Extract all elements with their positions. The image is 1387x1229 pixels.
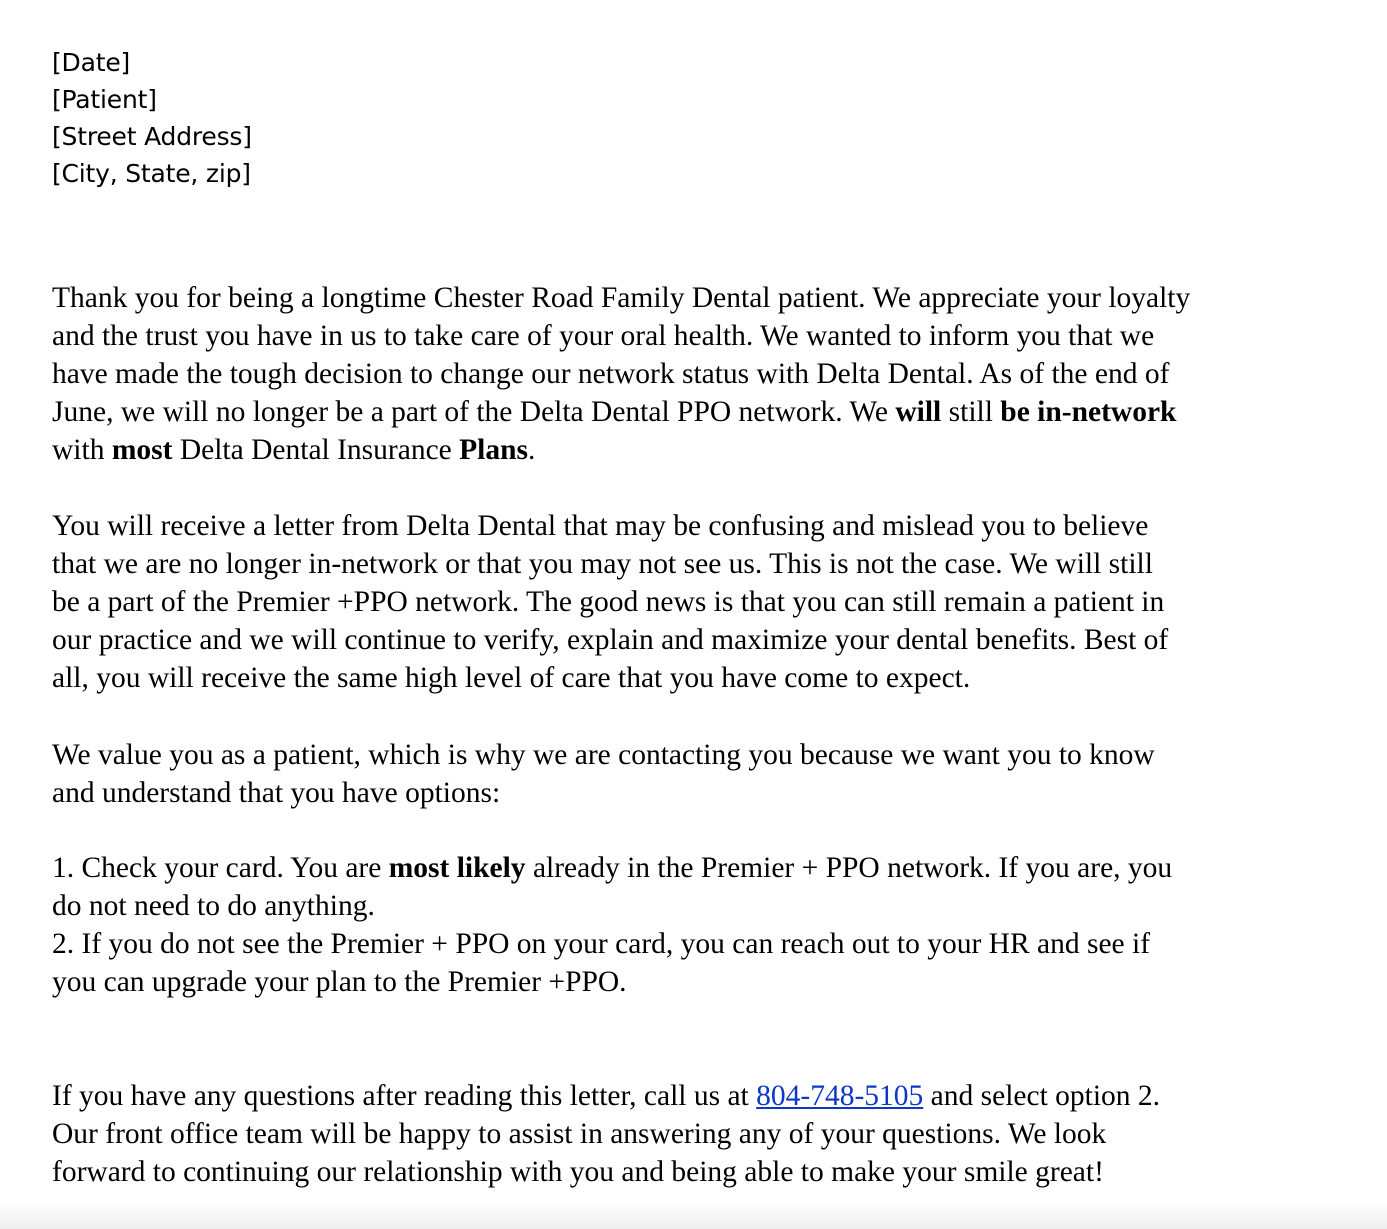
list-line: you can upgrade your plan to the Premier +PPO.	[52, 966, 627, 998]
text-segment: .	[528, 434, 536, 466]
street-address-placeholder: [Street Address]	[52, 122, 252, 151]
paragraph-line	[52, 431, 1352, 469]
list-item-contact-hr	[52, 925, 1352, 1001]
paragraph-delta-letter	[52, 507, 1352, 697]
text-segment: with	[52, 434, 112, 466]
paragraph-line: that we are no longer in-network or that you may not see us. This is not the case. We will still	[52, 548, 1153, 580]
paragraph-line: We value you as a patient, which is why we are contacting you because we want you to know	[52, 739, 1155, 771]
paragraph-line: Our front office team will be happy to assist in answering any of your questions. We look	[52, 1118, 1107, 1150]
paragraph-line: our practice and we will continue to verify, explain and maximize your dental benefits. Best of	[52, 624, 1169, 656]
paragraph-line: all, you will receive the same high level of care that you have come to expect.	[52, 662, 971, 694]
paragraph-line: be a part of the Premier +PPO network. The good news is that you can still remain a patient in	[52, 586, 1165, 618]
text-segment: and select option 2.	[923, 1080, 1161, 1112]
paragraph-line	[52, 1077, 1352, 1115]
paragraph-line: have made the tough decision to change our network status with Delta Dental. As of the end of	[52, 358, 1170, 390]
paragraph-line: Thank you for being a longtime Chester Road Family Dental patient. We appreciate your loyalty	[52, 282, 1191, 314]
paragraph-contact	[52, 1077, 1352, 1191]
address-block	[52, 44, 252, 192]
bold-will: will	[895, 396, 942, 428]
paragraph-line: You will receive a letter from Delta Dental that may be confusing and mislead you to believe	[52, 510, 1149, 542]
page-bottom-edge	[0, 1201, 1387, 1229]
city-state-zip-placeholder: [City, State, zip]	[52, 159, 251, 188]
paragraph-line: and the trust you have in us to take care of your oral health. We wanted to inform you that we	[52, 320, 1155, 352]
text-segment: still	[941, 396, 1001, 428]
paragraph-line: forward to continuing our relationship with you and being able to make your smile great!	[52, 1156, 1104, 1188]
date-placeholder: [Date]	[52, 48, 131, 77]
patient-placeholder: [Patient]	[52, 85, 157, 114]
paragraph-line: and understand that you have options:	[52, 777, 501, 809]
paragraph-line	[52, 393, 1352, 431]
text-segment: 1. Check your card. You are	[52, 852, 389, 884]
text-segment: Delta Dental Insurance	[172, 434, 460, 466]
bold-most: most	[111, 434, 173, 466]
list-line: do not need to do anything.	[52, 890, 375, 922]
paragraph-options-intro	[52, 736, 1352, 812]
list-item-check-card	[52, 849, 1352, 925]
text-segment: If you have any questions after reading this letter, call us at	[52, 1080, 757, 1112]
phone-number-link[interactable]: 804-748-5105	[756, 1080, 924, 1112]
list-line: 2. If you do not see the Premier + PPO on your card, you can reach out to your HR and see if	[52, 928, 1151, 960]
bold-plans: Plans	[459, 434, 529, 466]
paragraph-network-change	[52, 279, 1352, 469]
bold-most-likely: most likely	[388, 852, 526, 884]
text-segment: June, we will no longer be a part of the Delta Dental PPO network. We	[52, 396, 896, 428]
list-line	[52, 849, 1352, 887]
text-segment: already in the Premier + PPO network. If you are, you	[525, 852, 1173, 884]
bold-be-in-network: be in-network	[1000, 396, 1177, 428]
